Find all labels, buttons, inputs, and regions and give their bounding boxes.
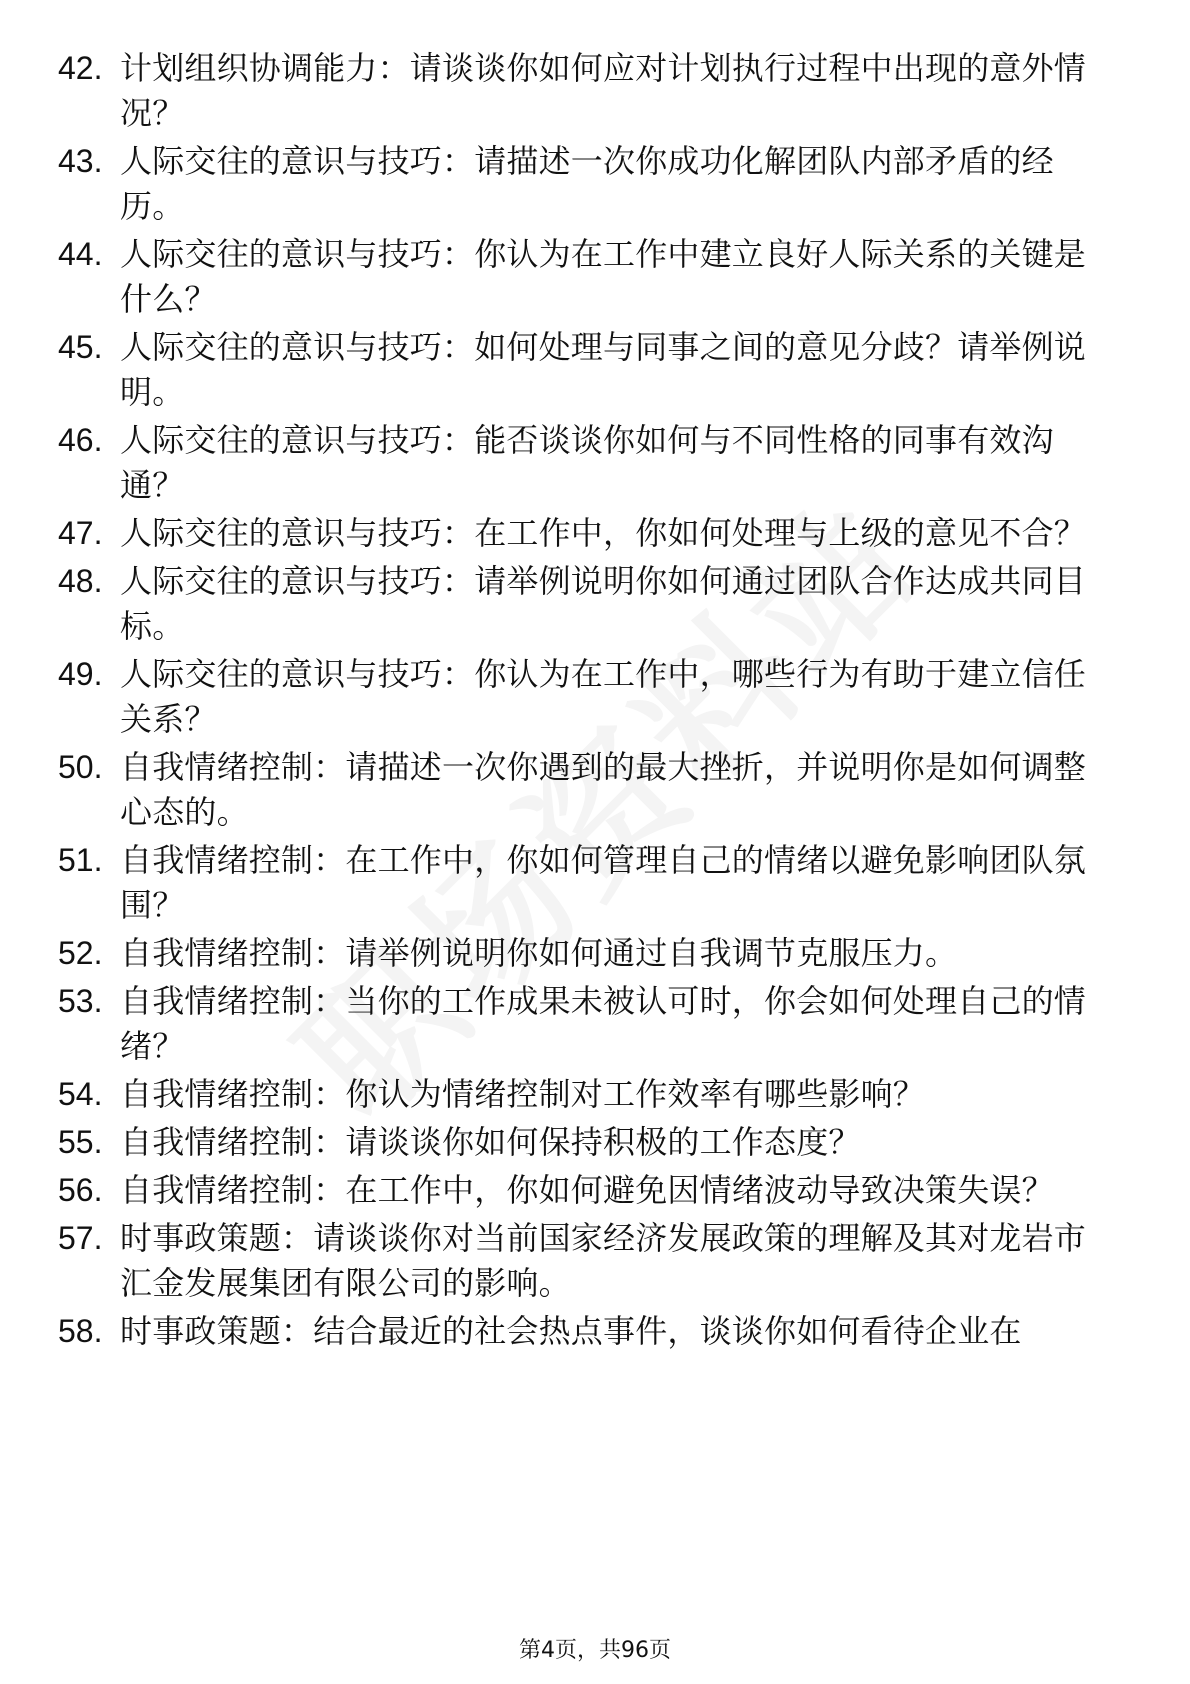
question-item — [58, 559, 1098, 649]
question-item — [58, 745, 1098, 835]
question-text: 自我情绪控制：你认为情绪控制对工作效率有哪些影响？ — [120, 1075, 926, 1113]
question-text: 人际交往的意识与技巧：在工作中，你如何处理与上级的意见不合？ — [120, 514, 1087, 552]
question-item — [58, 1072, 1098, 1117]
question-item — [58, 1168, 1098, 1213]
question-number: 51. — [58, 842, 103, 878]
question-number: 49. — [58, 656, 103, 692]
question-item — [58, 1120, 1098, 1165]
question-number: 44. — [58, 236, 103, 272]
question-text: 计划组织协调能力：请谈谈你如何应对计划执行过程中出现的意外情况？ — [120, 49, 1087, 132]
question-item — [58, 931, 1098, 976]
question-text: 自我情绪控制：请谈谈你如何保持积极的工作态度？ — [120, 1123, 861, 1161]
question-item — [58, 1309, 1098, 1354]
question-number: 47. — [58, 515, 103, 551]
question-text: 时事政策题：请谈谈你对当前国家经济发展政策的理解及其对龙岩市汇金发展集团有限公司的影响。 — [120, 1219, 1087, 1302]
question-text: 人际交往的意识与技巧：你认为在工作中，哪些行为有助于建立信任关系？ — [120, 655, 1087, 738]
question-number: 55. — [58, 1124, 103, 1160]
question-text: 自我情绪控制：当你的工作成果未被认可时，你会如何处理自己的情绪？ — [120, 982, 1087, 1065]
question-number: 53. — [58, 983, 103, 1019]
question-text: 人际交往的意识与技巧：你认为在工作中建立良好人际关系的关键是什么？ — [120, 235, 1087, 318]
question-list — [58, 46, 1098, 1354]
question-text: 人际交往的意识与技巧：请描述一次你成功化解团队内部矛盾的经历。 — [120, 142, 1054, 225]
question-number: 45. — [58, 329, 103, 365]
question-item — [58, 325, 1098, 415]
question-number: 52. — [58, 935, 103, 971]
question-item — [58, 652, 1098, 742]
question-item — [58, 232, 1098, 322]
question-number: 57. — [58, 1220, 103, 1256]
question-text: 人际交往的意识与技巧：如何处理与同事之间的意见分歧？请举例说明。 — [120, 328, 1087, 411]
question-text: 自我情绪控制：在工作中，你如何避免因情绪波动导致决策失误？ — [120, 1171, 1054, 1209]
question-item — [58, 511, 1098, 556]
question-item — [58, 838, 1098, 928]
question-item — [58, 46, 1098, 136]
question-text: 人际交往的意识与技巧：能否谈谈你如何与不同性格的同事有效沟通？ — [120, 421, 1054, 504]
question-text: 自我情绪控制：在工作中，你如何管理自己的情绪以避免影响团队氛围？ — [120, 841, 1087, 924]
question-number: 54. — [58, 1076, 103, 1112]
question-number: 46. — [58, 422, 103, 458]
question-number: 58. — [58, 1313, 103, 1349]
question-text: 人际交往的意识与技巧：请举例说明你如何通过团队合作达成共同目标。 — [120, 562, 1087, 645]
question-number: 43. — [58, 143, 103, 179]
question-text: 自我情绪控制：请描述一次你遇到的最大挫折，并说明你是如何调整心态的。 — [120, 748, 1087, 831]
question-text: 自我情绪控制：请举例说明你如何通过自我调节克服压力。 — [120, 934, 958, 972]
question-number: 56. — [58, 1172, 103, 1208]
question-item — [58, 1216, 1098, 1306]
question-number: 48. — [58, 563, 103, 599]
question-number: 50. — [58, 749, 103, 785]
question-number: 42. — [58, 50, 103, 86]
page-footer: 第4页，共96页 — [519, 1638, 671, 1663]
question-item — [58, 139, 1098, 229]
question-item — [58, 418, 1098, 508]
question-text: 时事政策题：结合最近的社会热点事件，谈谈你如何看待企业在 — [120, 1312, 1022, 1350]
question-item — [58, 979, 1098, 1069]
